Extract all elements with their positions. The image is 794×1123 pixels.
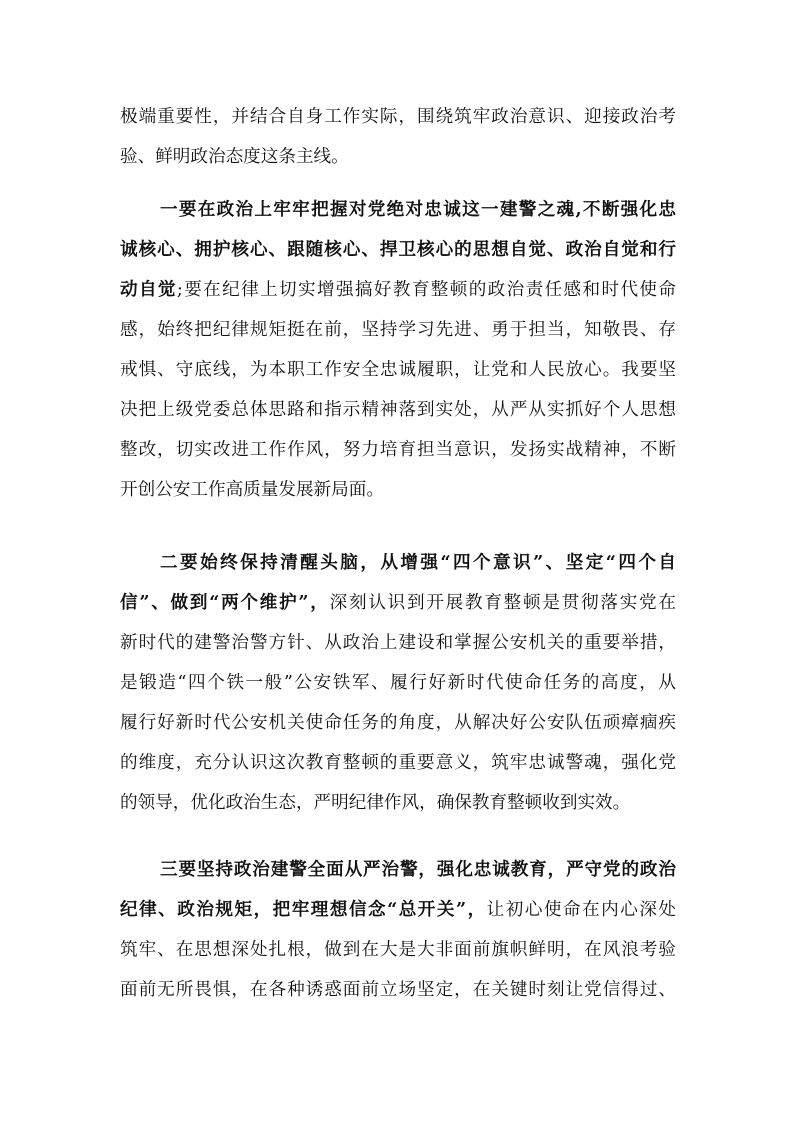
text-line <box>120 788 676 818</box>
text-line <box>120 935 676 965</box>
text-line <box>120 975 676 1005</box>
bold-text: 动自觉 <box>120 279 177 300</box>
body-text: 面前无所畏惧，在各种诱惑面前立场坚定，在关键时刻让党信得过、 <box>120 980 676 1000</box>
text-line <box>120 315 676 345</box>
text-line <box>120 588 676 618</box>
text-line <box>120 235 676 265</box>
body-text: 筑牢、在思想深处扎根，做到在大是大非面前旗帜鲜明，在风浪考验 <box>120 940 676 960</box>
body-text: 开创公安工作高质量发展新局面。 <box>120 480 384 500</box>
body-text: 整改，切实改进工作作风，努力培育担当意识，发扬实战精神，不断 <box>120 440 676 460</box>
text-line <box>120 435 676 465</box>
text-line <box>160 548 676 578</box>
text-line <box>120 102 676 132</box>
body-text: 深刻认识到开展教育整顿是贯彻落实党在 <box>329 593 676 613</box>
bold-text: 诚核心、拥护核心、跟随核心、捍卫核心的思想自觉、政治自觉和行 <box>120 239 676 260</box>
body-text: 极端重要性，并结合自身工作实际，围绕筑牢政治意识、迎接政治考 <box>120 107 676 127</box>
body-text: ;要在纪律上切实增强搞好教育整顿的政治责任感和时代使命 <box>176 280 676 300</box>
body-text: 新时代的建警治警方针、从政治上建设和掌握公安机关的重要举措， <box>120 633 676 653</box>
body-text: 决把上级党委总体思路和指示精神落到实处，从严从实抓好个人思想 <box>120 400 676 420</box>
text-line <box>120 142 676 172</box>
body-text: 的维度，充分认识这次教育整顿的重要意义，筑牢忠诚警魂，强化党 <box>120 753 676 773</box>
text-line <box>120 668 676 698</box>
body-text: 感，始终把纪律规矩挺在前，坚持学习先进、勇于担当，知敬畏、存 <box>120 320 676 340</box>
text-line <box>120 895 676 925</box>
text-line <box>120 475 676 505</box>
bold-text: 纪律、政治规矩，把牢理想信念“总开关”， <box>120 899 487 920</box>
text-line <box>120 628 676 658</box>
body-text: 验、鲜明政治态度这条主线。 <box>120 147 349 167</box>
body-text: 让初心使命在内心深处 <box>486 900 676 920</box>
bold-text: 二要始终保持清醒头脑，从增强“四个意识”、坚定“四个自 <box>160 552 676 573</box>
bold-text: 信”、做到“两个维护”， <box>120 592 330 613</box>
text-line <box>160 855 676 885</box>
text-line <box>160 195 676 225</box>
text-line <box>120 275 676 305</box>
bold-text: 一要在政治上牢牢把握对党绝对忠诚这一建警之魂,不断强化忠 <box>160 199 676 220</box>
text-line <box>120 355 676 385</box>
body-text: 是锻造“四个铁一般”公安铁军、履行好新时代使命任务的高度，从 <box>120 673 676 693</box>
bold-text: 三要坚持政治建警全面从严治警，强化忠诚教育，严守党的政治 <box>160 859 676 880</box>
body-text: 履行好新时代公安机关使命任务的角度，从解决好公安队伍顽瘴痼疾 <box>120 713 676 733</box>
text-line <box>120 395 676 425</box>
text-line <box>120 748 676 778</box>
body-text: 戒惧、守底线，为本职工作安全忠诚履职，让党和人民放心。我要坚 <box>120 360 676 380</box>
body-text: 的领导，优化政治生态，严明纪律作风，确保教育整顿收到实效。 <box>120 793 631 813</box>
text-line <box>120 708 676 738</box>
